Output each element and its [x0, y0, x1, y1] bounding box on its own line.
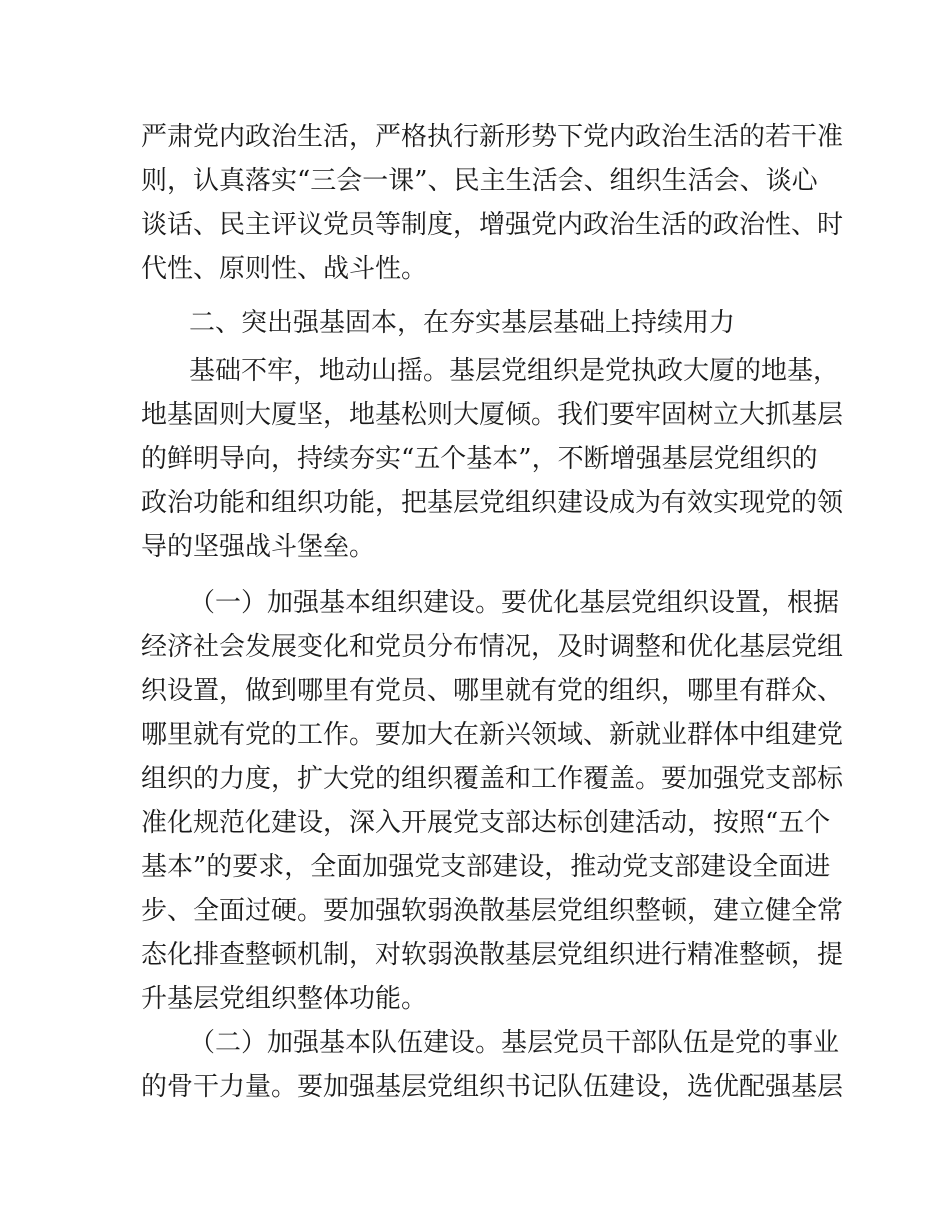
text-line: 导的坚强战斗堡垒。 [141, 532, 376, 562]
text-line: 严肃党内政治生活，严格执行新形势下党内政治生活的若干准 [141, 122, 844, 152]
text-line: 政治功能和组织功能，把基层党组织建设成为有效实现党的领 [141, 488, 844, 518]
text-line: （二）加强基本队伍建设。基层党员干部队伍是党的事业 [189, 1028, 840, 1058]
text-line: 地基固则大厦坚，地基松则大厦倾。我们要牢固树立大抓基层 [141, 400, 844, 430]
text-line: 基础不牢，地动山摇。基层党组织是党执政大厦的地基， [189, 356, 840, 386]
text-line: 代性、原则性、战斗性。 [141, 254, 428, 284]
text-line: 基本”的要求，全面加强党支部建设，推动党支部建设全面进 [141, 852, 831, 882]
heading-line: 二、突出强基固本，在夯实基层基础上持续用力 [189, 308, 736, 338]
text-line: （一）加强基本组织建设。要优化基层党组织设置，根据 [189, 588, 840, 618]
text-line: 的鲜明导向，持续夯实“五个基本”，不断增强基层党组织的 [141, 444, 818, 474]
text-line: 组织的力度，扩大党的组织覆盖和工作覆盖。要加强党支部标 [141, 764, 844, 794]
text-line: 的骨干力量。要加强基层党组织书记队伍建设，选优配强基层 [141, 1072, 844, 1102]
text-line: 升基层党组织整体功能。 [141, 984, 428, 1014]
text-line: 经济社会发展变化和党员分布情况，及时调整和优化基层党组 [141, 632, 844, 662]
text-line: 织设置，做到哪里有党员、哪里就有党的组织，哪里有群众、 [141, 676, 844, 706]
text-line: 准化规范化建设，深入开展党支部达标创建活动，按照“五个 [141, 808, 831, 838]
text-line: 则，认真落实“三会一课”、民主生活会、组织生活会、谈心 [141, 166, 818, 196]
text-line: 谈话、民主评议党员等制度，增强党内政治生活的政治性、时 [141, 210, 844, 240]
text-line: 哪里就有党的工作。要加大在新兴领域、新就业群体中组建党 [141, 720, 844, 750]
text-line: 态化排查整顿机制，对软弱涣散基层党组织进行精准整顿，提 [141, 940, 844, 970]
text-line: 步、全面过硬。要加强软弱涣散基层党组织整顿，建立健全常 [141, 896, 844, 926]
